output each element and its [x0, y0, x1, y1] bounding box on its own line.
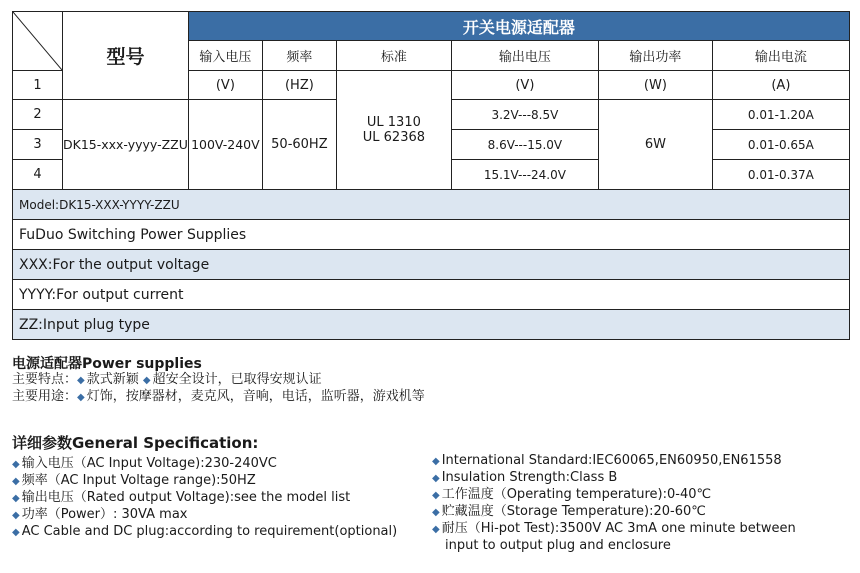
output-voltage-value: 8.6V---15.0V [451, 130, 598, 160]
note-xxx: XXX:For the output voltage [13, 250, 850, 280]
spec-item: ◆ AC Cable and DC plug:according to requirement(optional) [12, 524, 398, 539]
uses-label: 主要用途： [12, 389, 78, 404]
diamond-bullet-icon: ◆ [432, 507, 440, 518]
diamond-bullet-icon: ◆ [432, 473, 440, 484]
unit-output-current: (A) [712, 71, 849, 100]
spec-item: ◆ 频率（AC Input Voltage range):50HZ [12, 473, 256, 488]
output-current-value: 0.01-0.65A [712, 130, 849, 160]
spec-item: ◆ 工作温度（Operating temperature):0-40℃ [432, 487, 712, 502]
spec-item-continued: input to output plug and enclosure [445, 538, 671, 553]
spec-item: ◆ International Standard:IEC60065,EN60950,EN61558 [432, 453, 782, 468]
standards-cell [336, 71, 451, 190]
spec-item: ◆ 功率（Power）: 30VA max [12, 507, 188, 522]
features-label: 主要特点： [12, 372, 78, 387]
diamond-bullet-icon: ◆ [432, 524, 440, 535]
diamond-bullet-icon: ◆ [12, 510, 20, 521]
power-supplies-section [12, 356, 425, 406]
diamond-bullet-icon: ◆ [142, 375, 151, 386]
note-yyyy: YYYY:For output current [13, 280, 850, 310]
unit-output-voltage: (V) [451, 71, 598, 100]
note-brand: FuDuo Switching Power Supplies [13, 220, 850, 250]
spec-item: ◆ 耐压（Hi-pot Test):3500V AC 3mA one minute between [432, 521, 796, 536]
output-voltage-value: 15.1V---24.0V [451, 160, 598, 190]
row-number: 1 [13, 71, 63, 100]
diamond-bullet-icon: ◆ [432, 490, 440, 501]
output-power-value: 6W [598, 100, 712, 190]
input-voltage-value: 100V-240V [188, 100, 262, 190]
feature-item: 超安全设计，已取得安规认证 [152, 372, 322, 387]
features-line [12, 372, 425, 389]
header-output-voltage: 输出电压 [451, 41, 598, 71]
feature-item: 款式新颖 [86, 372, 139, 387]
diamond-bullet-icon: ◆ [432, 456, 440, 467]
table-title: 开关电源适配器 [188, 12, 849, 41]
row-number: 3 [13, 130, 63, 160]
spec-table [12, 11, 850, 340]
model-value: DK15-xxx-yyyy-ZZU [63, 100, 189, 190]
spec-item: ◆ 输入电压（AC Input Voltage):230-240VC [12, 456, 277, 471]
header-standard: 标准 [336, 41, 451, 71]
general-spec-left-list [12, 456, 397, 541]
general-spec-title: 详细参数General Specification: [12, 434, 259, 452]
diamond-bullet-icon: ◆ [12, 476, 20, 487]
note-zz: ZZ:Input plug type [13, 310, 850, 340]
spec-item: ◆ 输出电压（Rated output Voltage):see the model list [12, 490, 351, 505]
diamond-bullet-icon: ◆ [12, 459, 20, 470]
header-output-power: 输出功率 [598, 41, 712, 71]
header-output-current: 输出电流 [712, 41, 849, 71]
diamond-bullet-icon: ◆ [12, 493, 20, 504]
header-input-voltage: 输入电压 [188, 41, 262, 71]
power-supplies-title: 电源适配器Power supplies [12, 356, 202, 372]
header-frequency: 频率 [262, 41, 336, 71]
corner-diagonal-cell [13, 12, 63, 71]
standard-item: UL 62368 [362, 130, 426, 145]
standard-item: UL 1310 [366, 115, 421, 130]
spec-item: ◆ Insulation Strength:Class B [432, 470, 618, 485]
frequency-value: 50-60HZ [262, 100, 336, 190]
unit-frequency: (HZ) [262, 71, 336, 100]
model-header: 型号 [63, 12, 189, 100]
row-number: 2 [13, 100, 63, 130]
unit-input-voltage: (V) [188, 71, 262, 100]
diamond-bullet-icon: ◆ [77, 375, 85, 386]
diamond-bullet-icon: ◆ [12, 527, 20, 538]
output-current-value: 0.01-0.37A [712, 160, 849, 190]
diamond-bullet-icon: ◆ [77, 392, 85, 403]
note-model: Model:DK15-XXX-YYYY-ZZU [13, 190, 850, 220]
uses-item: 灯饰，按摩器材，麦克风，音响，电话，监听器，游戏机等 [86, 389, 425, 404]
general-spec-title-wrap [12, 435, 258, 451]
spec-item: ◆ 贮藏温度（Storage Temperature):20-60℃ [432, 504, 706, 519]
unit-output-power: (W) [598, 71, 712, 100]
row-number: 4 [13, 160, 63, 190]
uses-line [12, 389, 425, 406]
output-current-value: 0.01-1.20A [712, 100, 849, 130]
output-voltage-value: 3.2V---8.5V [451, 100, 598, 130]
general-spec-right-list [432, 453, 796, 554]
